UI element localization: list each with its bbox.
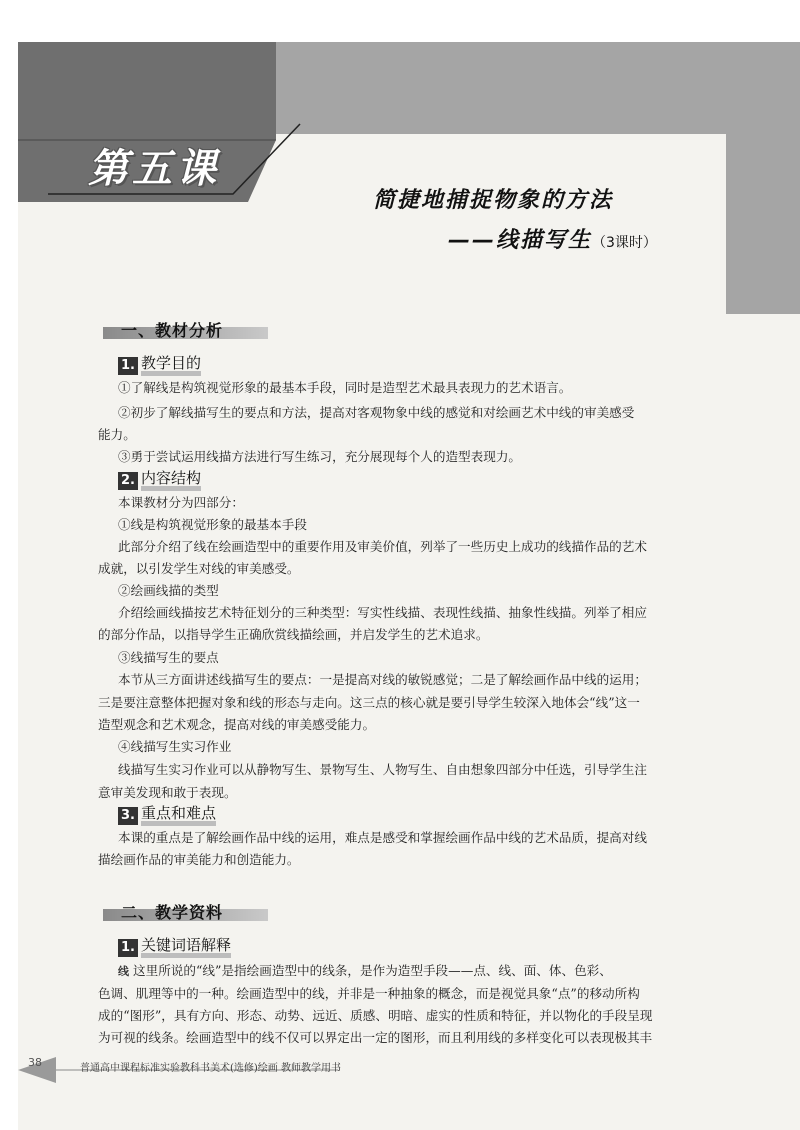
text-line: 意审美发现和敢于表现。	[98, 785, 237, 800]
text-line: ①了解线是构筑视觉形象的最基本手段，同时是造型艺术最具表现力的艺术语言。	[118, 380, 572, 395]
subheading-title: 关键词语解释	[141, 937, 231, 958]
subheading-number: 2.	[118, 472, 138, 490]
text-line: 此部分介绍了线在绘画造型中的重要作用及审美价值，列举了一些历史上成功的线描作品的艺术	[118, 539, 647, 554]
subheading-title: 教学目的	[141, 355, 201, 376]
text-line: 成的“图形”，具有方向、形态、动势、远近、质感、明暗、虚实的性质和特征，并以物化的手段呈现	[98, 1008, 653, 1023]
text-line: 介绍绘画线描按艺术特征划分的三种类型：写实性线描、表现性线描、抽象性线描。列举了相应	[118, 605, 647, 620]
text-line-content: 这里所说的“线”是指绘画造型中的线条，是作为造型手段——点、线、面、体、色彩、	[133, 963, 612, 978]
text-line: ③勇于尝试运用线描方法进行写生练习，充分展现每个人的造型表现力。	[118, 449, 521, 464]
lesson-subtitle	[448, 223, 657, 254]
text-line: 为可视的线条。绘画造型中的线不仅可以界定出一定的图形，而且利用线的多样变化可以表现极其丰	[98, 1030, 653, 1045]
lesson-title: 简捷地捕捉物象的方法	[373, 188, 614, 213]
page-number: 38	[28, 1056, 42, 1069]
subheading-1	[118, 355, 201, 375]
subheading-3	[118, 805, 216, 825]
text-line: 描绘画作品的审美能力和创造能力。	[98, 852, 300, 867]
lesson-hours: （3课时）	[592, 235, 657, 251]
text-line: ②绘画线描的类型	[118, 583, 219, 598]
section-heading-1	[103, 318, 263, 340]
text-line: ④线描写生实习作业	[118, 739, 232, 754]
subheading-4	[118, 937, 231, 957]
section-heading-2	[103, 900, 263, 922]
lesson-label: 第五课	[88, 146, 220, 192]
text-line: 造型观念和艺术观念，提高对线的审美感受能力。	[98, 717, 376, 732]
subheading-number: 3.	[118, 807, 138, 825]
textbook-page	[18, 42, 800, 1130]
text-line	[118, 962, 738, 981]
text-line: ②初步了解线描写生的要点和方法，提高对客观物象中线的感觉和对绘画艺术中线的审美感受	[118, 405, 635, 420]
text-line: ①线是构筑视觉形象的最基本手段	[118, 517, 307, 532]
text-line: 的部分作品，以指导学生正确欣赏线描绘画，并启发学生的艺术追求。	[98, 627, 489, 642]
footer-book-title: 普通高中课程标准实验教科书美术(选修)绘画 教师教学用书	[80, 1063, 341, 1074]
text-line: 色调、肌理等中的一种。绘画造型中的线，并非是一种抽象的概念，而是视觉具象“点”的移动所构	[98, 986, 640, 1001]
text-line: 本课教材分为四部分：	[118, 495, 244, 510]
section-title: 二、教学资料	[121, 903, 224, 922]
text-line: 本课的重点是了解绘画作品中线的运用，难点是感受和掌握绘画作品中线的艺术品质，提高对线	[118, 830, 647, 845]
subheading-2	[118, 470, 201, 490]
subheading-title: 重点和难点	[141, 805, 216, 826]
subheading-number: 1.	[118, 357, 138, 375]
text-line: 线描写生实习作业可以从静物写生、景物写生、人物写生、自由想象四部分中任选，引导学生注	[118, 762, 647, 777]
lesson-subtitle-text: ——线描写生	[448, 228, 593, 253]
section-title: 一、教材分析	[121, 321, 224, 340]
text-line: 本节从三方面讲述线描写生的要点：一是提高对线的敏锐感觉；二是了解绘画作品中线的运用；	[118, 672, 647, 687]
subheading-number: 1.	[118, 939, 138, 957]
text-line: 能力。	[98, 427, 136, 442]
text-line: 成就，以引发学生对线的审美感受。	[98, 561, 300, 576]
subheading-title: 内容结构	[141, 470, 201, 491]
term-tag: 线	[118, 965, 129, 978]
text-line: 三是要注意整体把握对象和线的形态与走向。这三点的核心就是要引导学生较深入地体会“线”这一	[98, 695, 640, 710]
text-line: ③线描写生的要点	[118, 650, 219, 665]
